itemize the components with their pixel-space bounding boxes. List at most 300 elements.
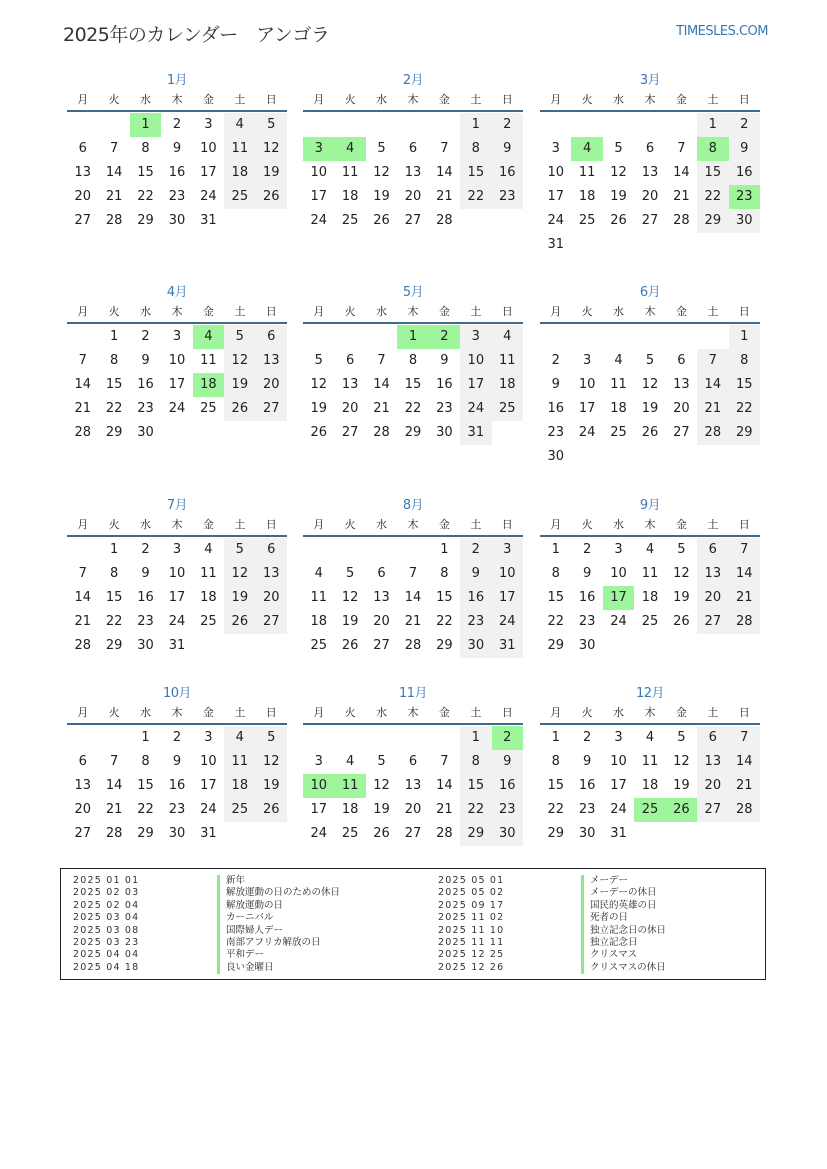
day-cell[interactable]: 7 [377,353,386,368]
day-cell[interactable]: 17 [610,778,627,793]
day-cell[interactable]: 19 [373,802,390,817]
day-cell[interactable]: 26 [224,610,255,634]
day-cell[interactable]: 21 [404,614,422,629]
day-cell[interactable]: 29 [137,213,154,228]
day-cell[interactable]: 7 [78,566,87,581]
day-cell[interactable]: 13 [74,778,91,793]
day-cell[interactable]: 9 [492,137,523,161]
day-cell[interactable]: 1 [697,113,728,137]
day-cell[interactable]: 20 [341,401,359,416]
day-cell[interactable]: 26 [373,213,390,228]
day-cell[interactable]: 25 [224,185,255,209]
day-cell[interactable]: 17 [168,377,186,392]
day-cell[interactable]: 30 [137,425,154,440]
day-cell[interactable]: 1 [109,329,119,344]
day-cell[interactable]: 26 [610,213,627,228]
day-cell[interactable]: 4 [204,542,213,557]
day-cell[interactable]: 6 [408,141,418,156]
day-cell[interactable]: 16 [436,377,453,392]
holiday-day-cell[interactable]: 26 [666,798,697,822]
day-cell[interactable]: 10 [492,562,523,586]
day-cell[interactable]: 23 [168,802,186,817]
day-cell[interactable]: 28 [697,421,728,445]
day-cell[interactable]: 9 [141,566,150,581]
day-cell[interactable]: 8 [440,566,449,581]
day-cell[interactable]: 14 [74,590,91,605]
day-cell[interactable]: 7 [697,349,728,373]
day-cell[interactable]: 6 [256,538,287,562]
day-cell[interactable]: 18 [492,373,523,397]
day-cell[interactable]: 30 [492,822,523,846]
day-cell[interactable]: 1 [440,542,449,557]
day-cell[interactable]: 9 [492,750,523,774]
day-cell[interactable]: 30 [137,638,154,653]
day-cell[interactable]: 4 [645,730,655,745]
day-cell[interactable]: 23 [436,401,453,416]
day-cell[interactable]: 2 [460,538,491,562]
day-cell[interactable]: 24 [492,610,523,634]
day-cell[interactable]: 11 [641,754,659,769]
day-cell[interactable]: 31 [492,634,523,658]
day-cell[interactable]: 6 [78,754,87,769]
day-cell[interactable]: 13 [673,377,690,392]
day-cell[interactable]: 27 [404,826,422,841]
day-cell[interactable]: 22 [460,798,491,822]
day-cell[interactable]: 8 [460,750,491,774]
day-cell[interactable]: 11 [341,165,359,180]
day-cell[interactable]: 27 [373,638,390,653]
day-cell[interactable]: 16 [578,590,596,605]
day-cell[interactable]: 25 [341,213,359,228]
holiday-day-cell[interactable]: 1 [130,113,161,137]
day-cell[interactable]: 2 [141,329,150,344]
day-cell[interactable]: 22 [729,397,760,421]
day-cell[interactable]: 18 [610,401,627,416]
day-cell[interactable]: 4 [492,325,523,349]
day-cell[interactable]: 28 [673,213,690,228]
day-cell[interactable]: 16 [547,401,564,416]
day-cell[interactable]: 14 [74,377,91,392]
day-cell[interactable]: 1 [551,730,560,745]
day-cell[interactable]: 18 [341,802,359,817]
day-cell[interactable]: 31 [547,237,564,252]
holiday-day-cell[interactable]: 25 [634,798,665,822]
day-cell[interactable]: 2 [172,730,182,745]
day-cell[interactable]: 20 [673,401,690,416]
day-cell[interactable]: 31 [610,826,627,841]
day-cell[interactable]: 7 [109,141,119,156]
holiday-day-cell[interactable]: 11 [334,774,365,798]
day-cell[interactable]: 3 [314,754,323,769]
day-cell[interactable]: 27 [697,610,728,634]
day-cell[interactable]: 17 [547,189,564,204]
day-cell[interactable]: 5 [677,730,686,745]
day-cell[interactable]: 10 [578,377,596,392]
day-cell[interactable]: 3 [582,353,592,368]
day-cell[interactable]: 28 [74,425,91,440]
day-cell[interactable]: 25 [224,798,255,822]
day-cell[interactable]: 15 [460,161,491,185]
day-cell[interactable]: 25 [200,401,217,416]
day-cell[interactable]: 11 [310,590,327,605]
day-cell[interactable]: 31 [460,421,491,445]
day-cell[interactable]: 29 [436,638,453,653]
day-cell[interactable]: 24 [460,397,491,421]
day-cell[interactable]: 23 [547,425,564,440]
day-cell[interactable]: 5 [645,353,655,368]
holiday-day-cell[interactable]: 1 [397,325,428,349]
day-cell[interactable]: 25 [310,638,327,653]
day-cell[interactable]: 15 [137,778,154,793]
day-cell[interactable]: 11 [578,165,596,180]
holiday-day-cell[interactable]: 23 [729,185,760,209]
day-cell[interactable]: 12 [373,165,390,180]
day-cell[interactable]: 28 [373,425,390,440]
day-cell[interactable]: 7 [408,566,418,581]
day-cell[interactable]: 9 [172,141,182,156]
day-cell[interactable]: 18 [224,774,255,798]
day-cell[interactable]: 29 [697,209,728,233]
day-cell[interactable]: 17 [310,189,327,204]
day-cell[interactable]: 19 [256,774,287,798]
day-cell[interactable]: 3 [551,141,560,156]
day-cell[interactable]: 25 [341,826,359,841]
day-cell[interactable]: 16 [460,586,491,610]
day-cell[interactable]: 29 [547,638,564,653]
day-cell[interactable]: 25 [578,213,596,228]
day-cell[interactable]: 24 [310,213,327,228]
day-cell[interactable]: 13 [697,750,728,774]
day-cell[interactable]: 14 [404,590,422,605]
day-cell[interactable]: 3 [460,325,491,349]
day-cell[interactable]: 26 [310,425,327,440]
day-cell[interactable]: 12 [256,137,287,161]
day-cell[interactable]: 3 [492,538,523,562]
holiday-day-cell[interactable]: 2 [492,726,523,750]
day-cell[interactable]: 12 [256,750,287,774]
day-cell[interactable]: 28 [74,638,91,653]
day-cell[interactable]: 14 [697,373,728,397]
day-cell[interactable]: 11 [200,566,217,581]
day-cell[interactable]: 27 [404,213,422,228]
day-cell[interactable]: 21 [729,774,760,798]
day-cell[interactable]: 12 [224,562,255,586]
day-cell[interactable]: 9 [551,377,560,392]
day-cell[interactable]: 17 [200,778,217,793]
day-cell[interactable]: 2 [729,113,760,137]
day-cell[interactable]: 9 [729,137,760,161]
day-cell[interactable]: 24 [168,614,186,629]
day-cell[interactable]: 18 [341,189,359,204]
day-cell[interactable]: 12 [610,165,627,180]
day-cell[interactable]: 6 [408,754,418,769]
day-cell[interactable]: 30 [460,634,491,658]
day-cell[interactable]: 27 [256,610,287,634]
day-cell[interactable]: 19 [373,189,390,204]
day-cell[interactable]: 5 [614,141,623,156]
day-cell[interactable]: 20 [697,774,728,798]
day-cell[interactable]: 16 [578,778,596,793]
day-cell[interactable]: 16 [492,774,523,798]
day-cell[interactable]: 13 [74,165,91,180]
day-cell[interactable]: 25 [641,614,659,629]
day-cell[interactable]: 3 [614,730,623,745]
day-cell[interactable]: 15 [697,161,728,185]
day-cell[interactable]: 24 [200,189,217,204]
day-cell[interactable]: 7 [109,754,119,769]
day-cell[interactable]: 7 [729,538,760,562]
day-cell[interactable]: 5 [224,325,255,349]
day-cell[interactable]: 13 [404,778,422,793]
day-cell[interactable]: 12 [310,377,327,392]
day-cell[interactable]: 16 [168,165,186,180]
day-cell[interactable]: 13 [697,562,728,586]
day-cell[interactable]: 21 [697,397,728,421]
day-cell[interactable]: 26 [673,614,690,629]
day-cell[interactable]: 6 [697,726,728,750]
day-cell[interactable]: 16 [137,590,154,605]
day-cell[interactable]: 21 [105,802,123,817]
day-cell[interactable]: 7 [677,141,686,156]
day-cell[interactable]: 10 [610,566,627,581]
day-cell[interactable]: 10 [168,353,186,368]
day-cell[interactable]: 21 [729,586,760,610]
day-cell[interactable]: 2 [141,542,150,557]
day-cell[interactable]: 11 [610,377,627,392]
day-cell[interactable]: 1 [109,542,119,557]
day-cell[interactable]: 29 [105,638,123,653]
day-cell[interactable]: 22 [547,614,564,629]
day-cell[interactable]: 6 [78,141,87,156]
holiday-day-cell[interactable]: 3 [303,137,334,161]
day-cell[interactable]: 18 [641,778,659,793]
day-cell[interactable]: 17 [460,373,491,397]
day-cell[interactable]: 17 [168,590,186,605]
day-cell[interactable]: 10 [460,349,491,373]
day-cell[interactable]: 24 [578,425,596,440]
day-cell[interactable]: 26 [224,397,255,421]
day-cell[interactable]: 24 [310,826,327,841]
day-cell[interactable]: 13 [641,165,659,180]
day-cell[interactable]: 12 [673,754,690,769]
day-cell[interactable]: 29 [105,425,123,440]
day-cell[interactable]: 9 [440,353,449,368]
day-cell[interactable]: 3 [172,329,182,344]
day-cell[interactable]: 23 [492,185,523,209]
day-cell[interactable]: 4 [314,566,323,581]
day-cell[interactable]: 28 [404,638,422,653]
day-cell[interactable]: 7 [440,141,449,156]
day-cell[interactable]: 2 [582,730,592,745]
day-cell[interactable]: 22 [547,802,564,817]
holiday-day-cell[interactable]: 4 [334,137,365,161]
day-cell[interactable]: 21 [74,614,91,629]
day-cell[interactable]: 21 [673,189,690,204]
day-cell[interactable]: 1 [460,113,491,137]
day-cell[interactable]: 15 [105,590,123,605]
day-cell[interactable]: 24 [547,213,564,228]
day-cell[interactable]: 31 [200,213,217,228]
day-cell[interactable]: 8 [729,349,760,373]
day-cell[interactable]: 31 [168,638,186,653]
day-cell[interactable]: 5 [314,353,323,368]
day-cell[interactable]: 26 [373,826,390,841]
day-cell[interactable]: 28 [105,826,123,841]
day-cell[interactable]: 27 [74,826,91,841]
day-cell[interactable]: 1 [460,726,491,750]
day-cell[interactable]: 6 [377,566,386,581]
day-cell[interactable]: 27 [697,798,728,822]
day-cell[interactable]: 19 [610,189,627,204]
day-cell[interactable]: 3 [614,542,623,557]
day-cell[interactable]: 9 [141,353,150,368]
day-cell[interactable]: 15 [105,377,123,392]
day-cell[interactable]: 31 [200,826,217,841]
holiday-day-cell[interactable]: 4 [193,325,224,349]
day-cell[interactable]: 10 [200,754,217,769]
day-cell[interactable]: 14 [436,165,453,180]
day-cell[interactable]: 20 [641,189,659,204]
day-cell[interactable]: 11 [224,750,255,774]
day-cell[interactable]: 8 [551,754,560,769]
day-cell[interactable]: 29 [460,822,491,846]
holiday-day-cell[interactable]: 4 [571,137,602,161]
day-cell[interactable]: 30 [436,425,453,440]
day-cell[interactable]: 14 [105,165,123,180]
day-cell[interactable]: 13 [373,590,390,605]
day-cell[interactable]: 20 [74,189,91,204]
day-cell[interactable]: 20 [404,802,422,817]
day-cell[interactable]: 11 [492,349,523,373]
holiday-day-cell[interactable]: 8 [697,137,728,161]
day-cell[interactable]: 23 [578,614,596,629]
day-cell[interactable]: 4 [224,113,255,137]
day-cell[interactable]: 30 [578,638,596,653]
day-cell[interactable]: 8 [109,353,119,368]
day-cell[interactable]: 30 [168,826,186,841]
day-cell[interactable]: 1 [551,542,560,557]
day-cell[interactable]: 15 [547,590,564,605]
day-cell[interactable]: 19 [224,373,255,397]
day-cell[interactable]: 4 [645,542,655,557]
day-cell[interactable]: 10 [168,566,186,581]
day-cell[interactable]: 19 [256,161,287,185]
day-cell[interactable]: 21 [105,189,123,204]
holiday-day-cell[interactable]: 2 [429,325,460,349]
day-cell[interactable]: 5 [256,726,287,750]
day-cell[interactable]: 10 [547,165,564,180]
day-cell[interactable]: 17 [310,802,327,817]
holiday-day-cell[interactable]: 10 [303,774,334,798]
day-cell[interactable]: 14 [436,778,453,793]
day-cell[interactable]: 23 [168,189,186,204]
day-cell[interactable]: 1 [141,730,150,745]
day-cell[interactable]: 26 [341,638,359,653]
day-cell[interactable]: 6 [345,353,355,368]
day-cell[interactable]: 13 [256,349,287,373]
day-cell[interactable]: 21 [436,802,453,817]
day-cell[interactable]: 2 [172,117,182,132]
day-cell[interactable]: 14 [729,750,760,774]
day-cell[interactable]: 9 [172,754,182,769]
day-cell[interactable]: 20 [697,586,728,610]
day-cell[interactable]: 3 [172,542,182,557]
day-cell[interactable]: 16 [168,778,186,793]
day-cell[interactable]: 13 [256,562,287,586]
day-cell[interactable]: 3 [204,730,213,745]
day-cell[interactable]: 5 [377,141,386,156]
day-cell[interactable]: 11 [641,566,659,581]
day-cell[interactable]: 18 [641,590,659,605]
day-cell[interactable]: 26 [641,425,659,440]
day-cell[interactable]: 14 [105,778,123,793]
day-cell[interactable]: 22 [137,802,154,817]
day-cell[interactable]: 27 [641,213,659,228]
day-cell[interactable]: 27 [256,397,287,421]
day-cell[interactable]: 11 [200,353,217,368]
day-cell[interactable]: 22 [697,185,728,209]
day-cell[interactable]: 15 [729,373,760,397]
day-cell[interactable]: 21 [373,401,390,416]
day-cell[interactable]: 1 [729,325,760,349]
day-cell[interactable]: 25 [610,425,627,440]
day-cell[interactable]: 4 [224,726,255,750]
day-cell[interactable]: 20 [256,373,287,397]
day-cell[interactable]: 12 [673,566,690,581]
day-cell[interactable]: 21 [436,189,453,204]
day-cell[interactable]: 14 [729,562,760,586]
day-cell[interactable]: 23 [137,614,154,629]
day-cell[interactable]: 24 [168,401,186,416]
day-cell[interactable]: 29 [404,425,422,440]
day-cell[interactable]: 20 [256,586,287,610]
day-cell[interactable]: 17 [200,165,217,180]
day-cell[interactable]: 23 [578,802,596,817]
brand-logo[interactable]: TIMESLES.COM [676,24,768,39]
day-cell[interactable]: 22 [137,189,154,204]
day-cell[interactable]: 16 [137,377,154,392]
day-cell[interactable]: 24 [610,614,627,629]
day-cell[interactable]: 26 [256,798,287,822]
day-cell[interactable]: 19 [641,401,659,416]
day-cell[interactable]: 4 [614,353,623,368]
day-cell[interactable]: 5 [345,566,355,581]
day-cell[interactable]: 2 [492,113,523,137]
day-cell[interactable]: 28 [729,610,760,634]
holiday-day-cell[interactable]: 17 [603,586,634,610]
day-cell[interactable]: 30 [578,826,596,841]
day-cell[interactable]: 20 [74,802,91,817]
day-cell[interactable]: 21 [74,401,91,416]
day-cell[interactable]: 20 [373,614,390,629]
day-cell[interactable]: 30 [729,209,760,233]
day-cell[interactable]: 8 [141,141,150,156]
day-cell[interactable]: 14 [373,377,390,392]
day-cell[interactable]: 28 [105,213,123,228]
day-cell[interactable]: 28 [436,213,453,228]
day-cell[interactable]: 18 [578,189,596,204]
day-cell[interactable]: 27 [673,425,690,440]
day-cell[interactable]: 22 [105,401,123,416]
day-cell[interactable]: 15 [436,590,453,605]
day-cell[interactable]: 16 [729,161,760,185]
day-cell[interactable]: 8 [551,566,560,581]
day-cell[interactable]: 20 [404,189,422,204]
day-cell[interactable]: 19 [310,401,327,416]
day-cell[interactable]: 27 [74,213,91,228]
day-cell[interactable]: 28 [436,826,453,841]
day-cell[interactable]: 7 [78,353,87,368]
